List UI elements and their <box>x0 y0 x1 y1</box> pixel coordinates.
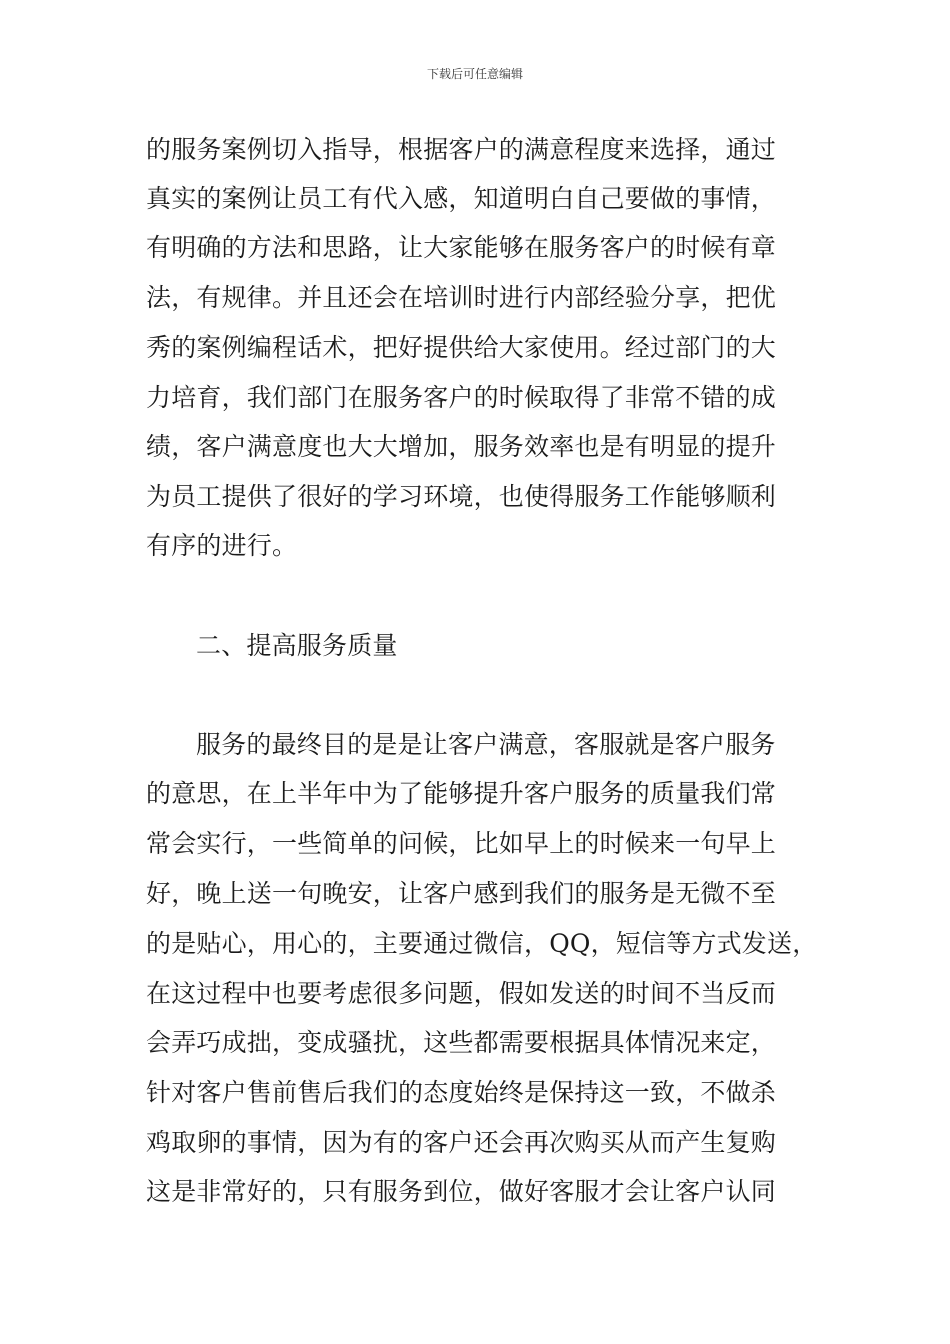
paragraph-line: 力培育，我们部门在服务客户的时候取得了非常不错的成 <box>146 383 777 412</box>
paragraph-line: 有序的进行。 <box>146 531 298 560</box>
paragraph-line: 秀的案例编程话术，把好提供给大家使用。经过部门的大 <box>146 333 777 362</box>
paragraph-line: 的是贴心，用心的，主要通过微信，QQ，短信等方式发送， <box>146 929 818 958</box>
paragraph-line: 真实的案例让员工有代入感，知道明白自己要做的事情， <box>146 184 777 213</box>
paragraph-line: 会弄巧成拙，变成骚扰，这些都需要根据具体情况来定， <box>146 1028 777 1057</box>
paragraph-line: 针对客户售前售后我们的态度始终是保持这一致，不做杀 <box>146 1078 777 1107</box>
paragraph-line: 的服务案例切入指导，根据客户的满意程度来选择，通过 <box>146 135 777 164</box>
paragraph-line: 常会实行，一些简单的问候，比如早上的时候来一句早上 <box>146 829 777 858</box>
section-heading: 二、提高服务质量 <box>196 631 398 660</box>
paragraph-line: 有明确的方法和思路，让大家能够在服务客户的时候有章 <box>146 233 777 262</box>
paragraph-line: 的意思，在上半年中为了能够提升客户服务的质量我们常 <box>146 779 777 808</box>
paragraph-line: 为员工提供了很好的学习环境，也使得服务工作能够顺利 <box>146 482 777 511</box>
paragraph-line: 鸡取卵的事情，因为有的客户还会再次购买从而产生复购 <box>146 1128 777 1157</box>
paragraph-line: 法，有规律。并且还会在培训时进行内部经验分享，把优 <box>146 283 777 312</box>
paragraph-line: 在这过程中也要考虑很多问题，假如发送的时间不当反而 <box>146 979 777 1008</box>
paragraph-line: 好，晚上送一句晚安，让客户感到我们的服务是无微不至 <box>146 879 777 908</box>
page-header: 下载后可任意编辑 <box>426 67 523 81</box>
paragraph-line: 这是非常好的，只有服务到位，做好客服才会让客户认同 <box>146 1177 777 1206</box>
paragraph-line: 绩，客户满意度也大大增加，服务效率也是有明显的提升 <box>146 432 777 461</box>
paragraph-line: 服务的最终目的是是让客户满意，客服就是客户服务 <box>196 730 776 759</box>
